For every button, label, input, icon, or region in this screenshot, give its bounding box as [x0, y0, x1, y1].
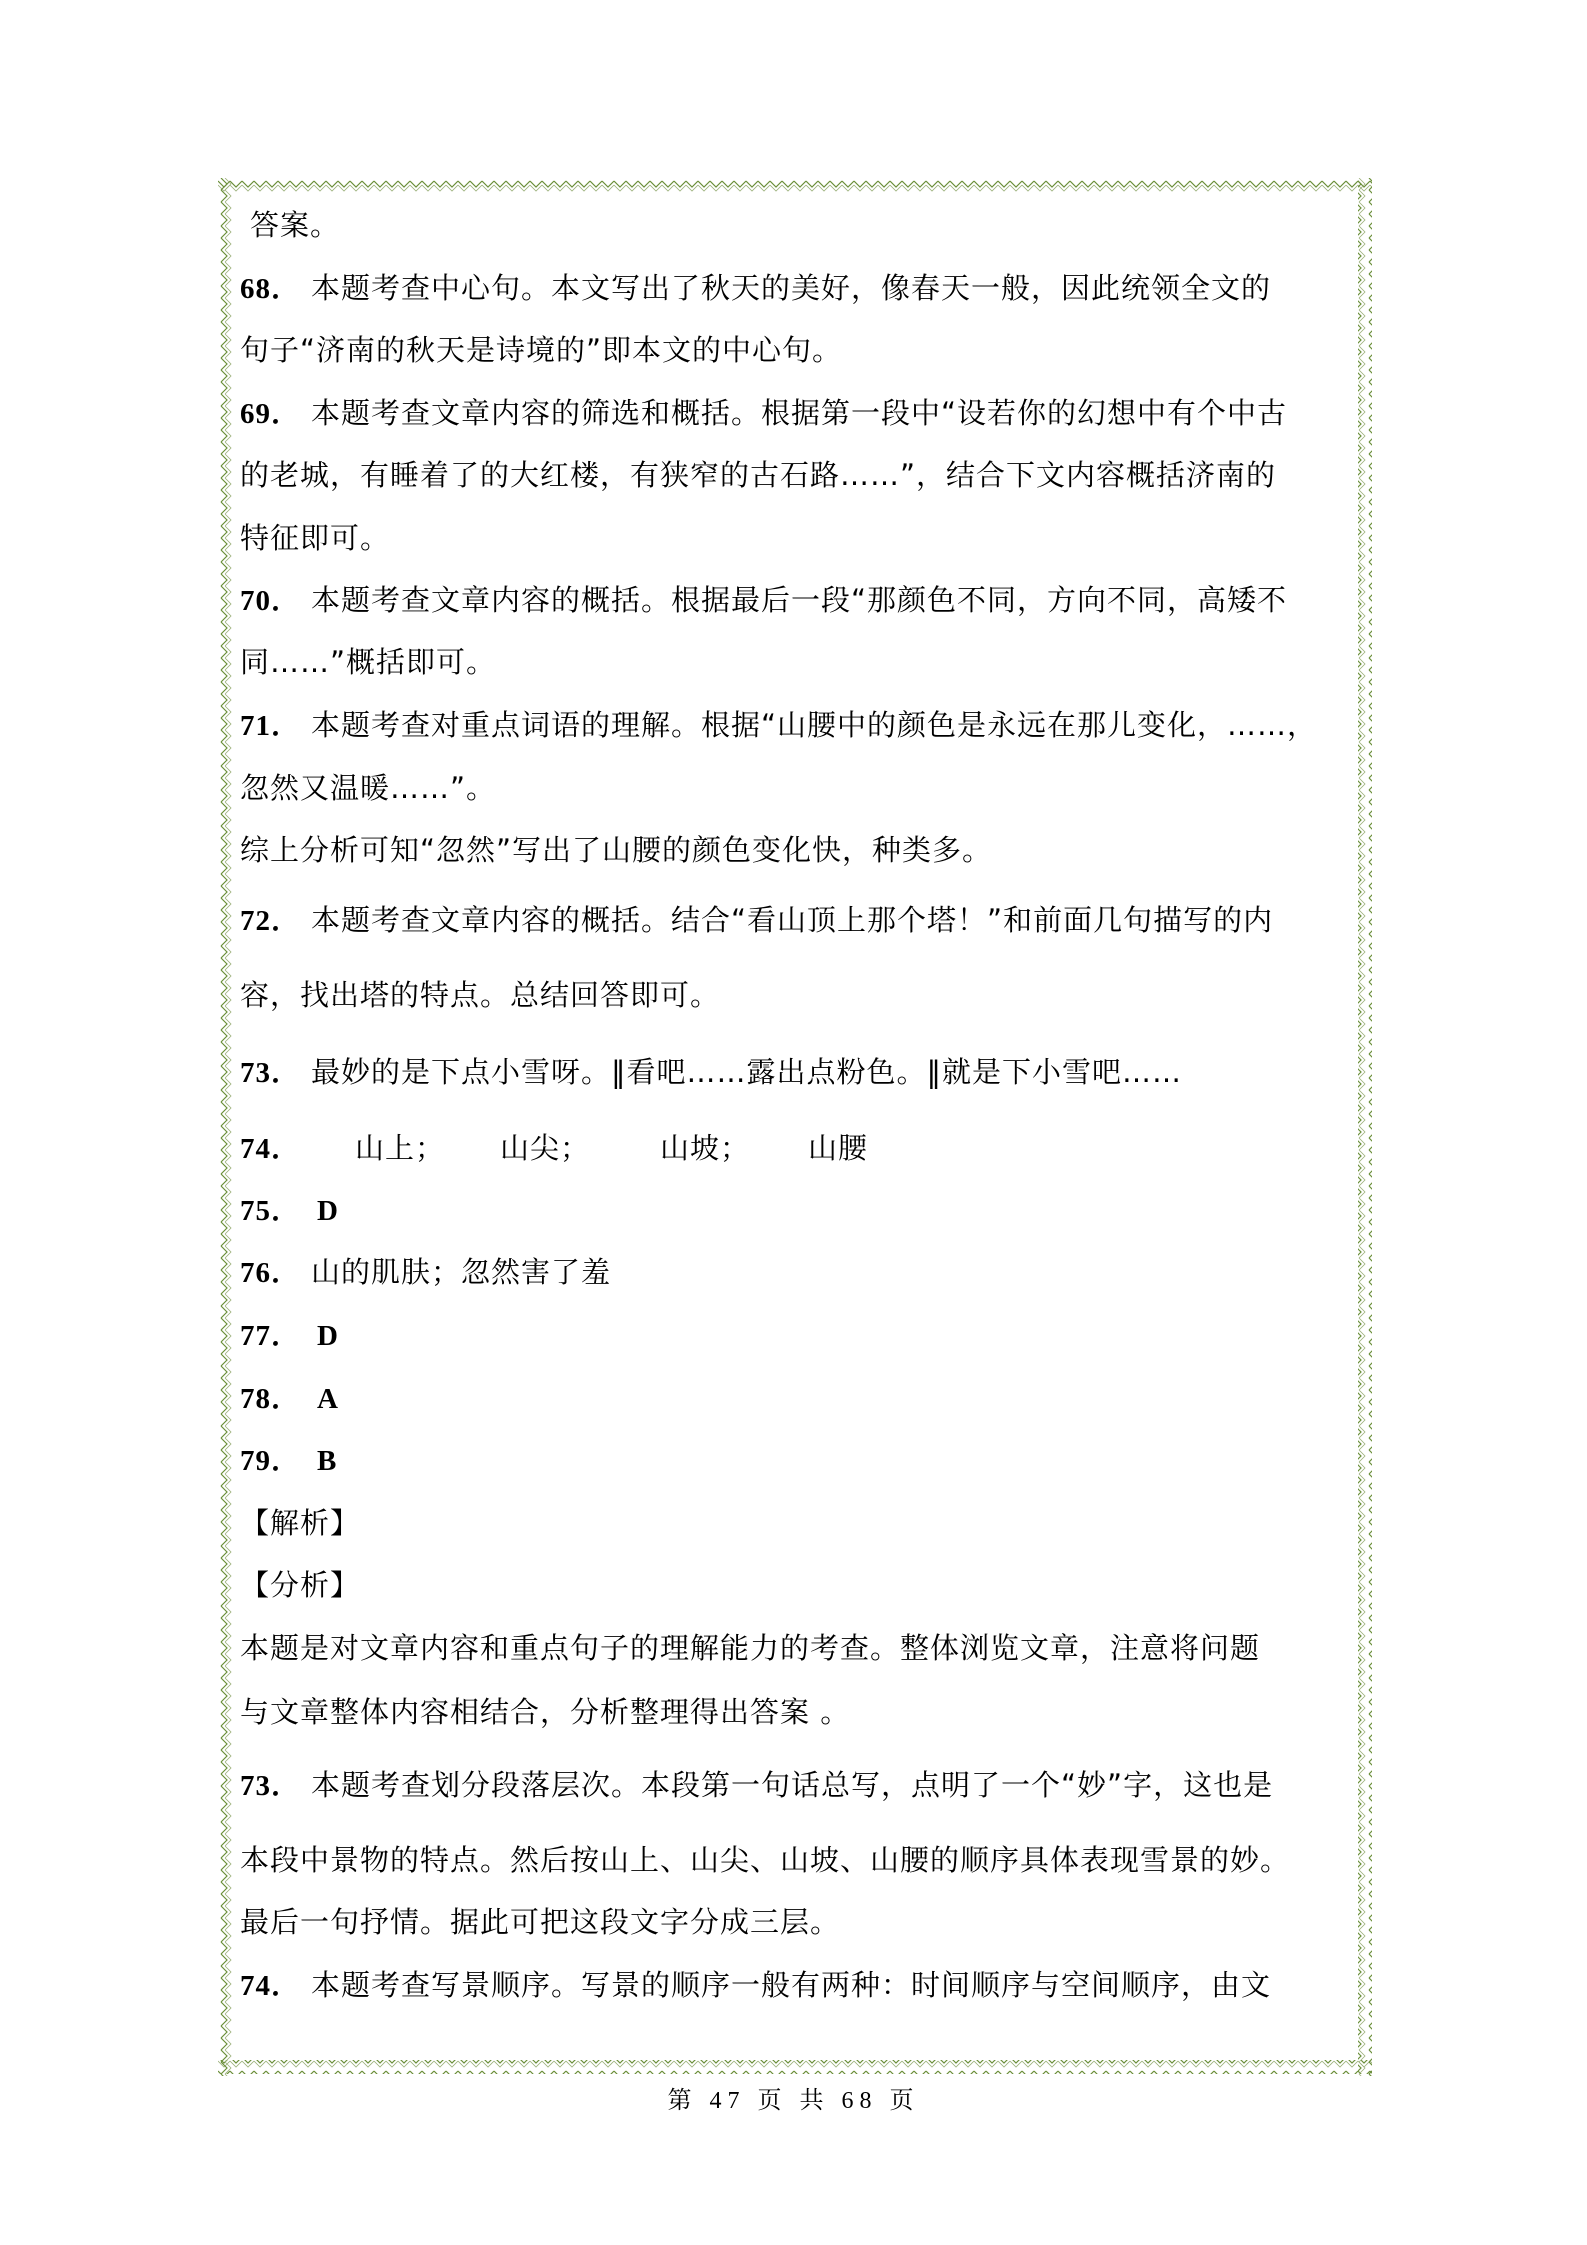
answer-77: 77． D [240, 1320, 339, 1352]
text-line: 与文章整体内容相结合，分析整理得出答案 。 [240, 1695, 851, 1729]
analysis-heading: 【解析】 [240, 1506, 361, 1540]
text-line: 本段中景物的特点。然后按山上、山尖、山坡、山腰的顺序具体表现雪景的妙。 [240, 1843, 1291, 1877]
answer-69: 69． 本题考查文章内容的筛选和概括。根据第一段中“设若你的幻想中有个中古 [240, 396, 1288, 430]
answer-72: 72． 本题考查文章内容的概括。结合“看山顶上那个塔！”和前面几句描写的内 [240, 903, 1274, 937]
answer-79: 79． B [240, 1445, 338, 1477]
text-line: 答案。 [250, 208, 341, 242]
text-line: 同……”概括即可。 [240, 645, 497, 679]
answer-75: 75． D [240, 1195, 339, 1227]
answer-68: 68． 本题考查中心句。本文写出了秋天的美好，像春天一般，因此统领全文的 [240, 271, 1272, 305]
answer-71: 71． 本题考查对重点词语的理解。根据“山腰中的颜色是永远在那儿变化，……， [240, 708, 1318, 742]
text-line: 句子“济南的秋天是诗境的”即本文的中心句。 [240, 333, 843, 367]
text-line: 综上分析可知“忽然”写出了山腰的颜色变化快，种类多。 [240, 833, 993, 867]
option-shanjian: 山尖； [500, 1131, 591, 1165]
answer-73: 73． 最妙的是下点小雪呀。‖看吧……露出点粉色。‖就是下小雪吧…… [240, 1055, 1183, 1089]
fenxi-heading: 【分析】 [240, 1568, 361, 1602]
option-shanshang: 山上； [355, 1131, 446, 1165]
text-line: 忽然又温暖……”。 [240, 771, 497, 805]
analysis-73: 73． 本题考查划分段落层次。本段第一句话总写，点明了一个“妙”字，这也是 [240, 1768, 1274, 1802]
option-shanyao: 山腰 [808, 1131, 869, 1165]
answer-70: 70． 本题考查文章内容的概括。根据最后一段“那颜色不同，方向不同，高矮不 [240, 583, 1288, 617]
answer-76: 76． 山的肌肤；忽然害了羞 [240, 1255, 612, 1289]
option-shanpo: 山坡； [660, 1131, 751, 1165]
answer-78: 78． A [240, 1383, 339, 1415]
text-line: 的老城，有睡着了的大红楼，有狭窄的古石路……”，结合下文内容概括济南的 [240, 458, 1277, 492]
text-line: 本题是对文章内容和重点句子的理解能力的考查。整体浏览文章，注意将问题 [240, 1631, 1261, 1665]
text-line: 特征即可。 [240, 521, 391, 555]
page-number: 第 47 页 共 68 页 [667, 2088, 920, 2114]
text-line: 容，找出塔的特点。总结回答即可。 [240, 978, 721, 1012]
answer-74: 74． 山上； 山尖； 山坡； 山腰 [240, 1131, 869, 1165]
analysis-74: 74． 本题考查写景顺序。写景的顺序一般有两种：时间顺序与空间顺序，由文 [240, 1968, 1272, 2002]
text-line: 最后一句抒情。据此可把这段文字分成三层。 [240, 1905, 841, 1939]
